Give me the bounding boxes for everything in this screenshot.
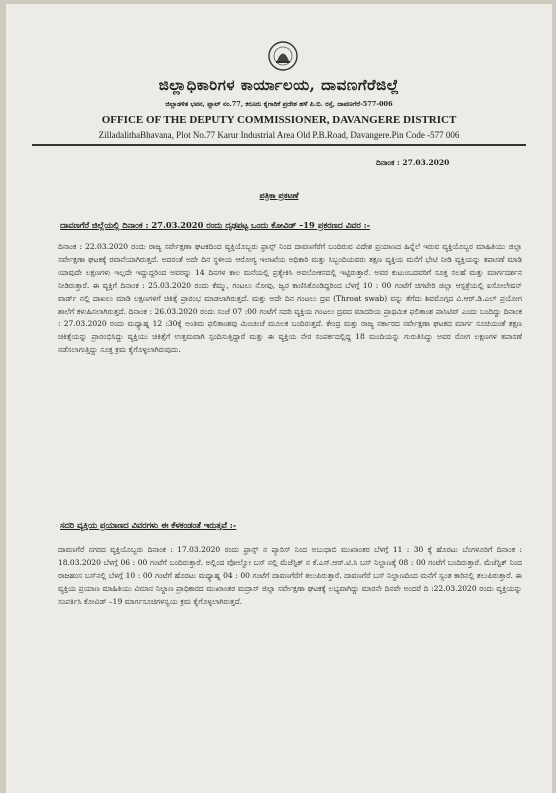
travel-details-heading: ಸದರಿ ವ್ಯಕ್ತಿಯ ಪ್ರಯಾಣದ ವಿವರಗಳು ಈ ಕೆಳಕಂಡಂತೆ ಇರುತ್ತವೆ :- [60, 520, 237, 530]
government-emblem-icon [264, 40, 302, 72]
header-divider [32, 144, 526, 146]
document-page [6, 4, 552, 793]
body-paragraph-1: ದಿನಾಂಕ : 22.03.2020 ರಂದು ರಾಜ್ಯ ಸರ್ವೇಕ್ಷಣಾ ಘಟಕದಿಂದ ವ್ಯಕ್ತಿಯೊಬ್ಬರು ಫ್ರಾನ್ಸ್ ನಿಂದ ದಾವಣಗೆರೆಗೆ ಬಂದಿರುವ ವಿದೇಶ ಪ್ರಯಾಣದ ಹಿನ್ನೆಲೆ ಇರುವ ವ್ಯಕ್ತಿಯೊಬ್ಬರ ಮಾಹಿತಿಯು ಜಿಲ್ಲಾ ಸರ್ವೇಕ್ಷಣಾ ಘಟಕಕ್ಕೆ ರವಾನೆಯಾಗಿರುತ್ತದೆ. ಅದರಂತೆ ಅದೇ ದಿನ ಸ್ಥಳೀಯ ಆರೋಗ್ಯ ಇಲಾಖೆಯ ಅಧಿಕಾರಿ ಮತ್ತು ಸಿಬ್ಬಂದಿಯವರು ತಕ್ಷಣ ವ್ಯಕ್ತಿಯ ಮನೆಗೆ ಭೇಟಿ ನೀಡಿ ವ್ಯಕ್ತಿಯನ್ನು ತಪಾಸಣೆ ಮಾಡಿ ಯಾವುದೇ ಲಕ್ಷಣಗಳು ಇಲ್ಲದೇ ಇದ್ದುದ್ದರಿಂದ ಅವರನ್ನು 14 ದಿನಗಳ ಕಾಲ ಮನೆಯಲ್ಲಿ ಪ್ರತ್ಯೇಕಿಸಿ ಅವಲೋಕನದಲ್ಲಿ ಇಟ್ಟಿರುತ್ತಾರೆ. ಅವರ ಕುಟುಂಬದವರಿಗೆ ಸೂಕ್ತ ಸಲಹೆ ಮತ್ತು ಮಾರ್ಗದರ್ಶನ ನೀಡಿರುತ್ತಾರೆ. ಈ ವ್ಯಕ್ತಿಗೆ ದಿನಾಂಕ : 25.03.2020 ರಂದು ಕೆಮ್ಮು, ಗಂಟಲು ನೋವು, ಜ್ವರ ಕಾಣಿಸಿಕೊಂಡಿದ್ದರಿಂದ ಬೆಳಗ್ಗೆ 10 : 00 ಗಂಟೆಗೆ ಚಿಗಟೇರಿ ಜಿಲ್ಲಾ ಆಸ್ಪತ್ರೆಯಲ್ಲಿ ಐಸೋಲೇಷನ್ ವಾರ್ಡ್ ನಲ್ಲಿ ದಾಖಲು ಮಾಡಿ ಲಕ್ಷಣಗಳಿಗೆ ಚಿಕಿತ್ಸೆ ಪ್ರಾರಂಭ ಮಾಡಲಾಗಿರುತ್ತದೆ. ಮತ್ತು ಅದೇ ದಿನ ಗಂಟಲು ದ್ರವ (Throat swab) ವನ್ನು ತೆಗೆದು ಶಿವಮೊಗ್ಗದ ವಿ.ಆರ್.ಡಿ.ಎಲ್ ಪ್ರಯೋಗ ಶಾಲೆಗೆ ಕಳುಹಿಸಲಾಗಿರುತ್ತದೆ. ದಿನಾಂಕ : 26.03.2020 ರಂದು ಸಂಜೆ 07 :00 ಗಂಟೆಗೆ ಸದರಿ ವ್ಯಕ್ತಿಯ ಗಂಟಲು ದ್ರವದ ಮಾದರಿಯ ಪ್ರಾಥಮಿಕ ಫಲಿತಾಂಶ ಪಾಸಿಟಿವ್ ಎಂದು ಬಂದಿದ್ದು ದಿನಾಂಕ : 27.03.2020 ರಂದು ಮಧ್ಯಾಹ್ನ 12 :30ಕ್ಕೆ ಅಂತಿಮ ಫಲಿತಾಂಶವು ಮಿಂಚಂಚೆ ಮೂಲಕ ಬಂದಿರುತ್ತದೆ. ಕೇಂದ್ರ ಮತ್ತು ರಾಜ್ಯ ಸರ್ಕಾರದ ಸರ್ವೇಕ್ಷಣಾ ಘಟಕದ ಮಾರ್ಗ ಸೂಚಿಯಂತೆ ತಕ್ಷಣ ಚಿಕಿತ್ಸೆಯನ್ನು ಪ್ರಾರಂಭಿಸಿದ್ದು ವ್ಯಕ್ತಿಯು ಚಿಕಿತ್ಸೆಗೆ ಉತ್ತಮವಾಗಿ ಸ್ಪಂದಿಸುತ್ತಿದ್ದಾರೆ ಮತ್ತು ಈ ವ್ಯಕ್ತಿಯ ನೇರ ಸಂಪರ್ಕದಲ್ಲಿದ್ದ 18 ಮಂದಿಯನ್ನು ಗುರುತಿಸಿದ್ದು ಅವರ ರೋಗ ಲಕ್ಷಣಗಳ ತಪಾಸಣೆ ನಡೆಸಲಾಗುತ್ತಿದ್ದು ಸೂಕ್ತ ಕ್ರಮ ಕೈಗೊಳ್ಳಲಾಗಿರುವುದು. [58, 242, 522, 355]
body-paragraph-2: ದಾವಣಗೆರೆ ನಗರದ ವ್ಯಕ್ತಿಯೊಬ್ಬರು ದಿನಾಂಕ : 17.03.2020 ರಂದು ಫ್ರಾನ್ಸ್ ನ ಪ್ಯಾರಿಸ್ ನಿಂದ ಅಬುಧಾಬಿ ಮುಖಾಂತರ ಬೆಳಗ್ಗೆ 11 : 30 ಕ್ಕೆ ಹೊರಟು ಬೆಂಗಳೂರಿಗೆ ದಿನಾಂಕ : 18.03.2020 ಬೆಳಗ್ಗೆ 06 : 00 ಗಂಟೆಗೆ ಬಂದಿರುತ್ತಾರೆ. ಅಲ್ಲಿಂದ ವೋಲ್ವೋ ಬಸ್ ನಲ್ಲಿ ಮೆಜೆಸ್ಟಿಕ್ ನ ಕೆ.ಎಸ್.ಆರ್.ಟಿ.ಸಿ ಬಸ್ ನಿಲ್ದಾಣಕ್ಕೆ 08 : 00 ಗಂಟೆಗೆ ಬಂದಿರುತ್ತಾರೆ. ಮೆಜೆಸ್ಟಿಕ್ ನಿಂದ ರಾಜಹಂಸ ಬಸ್‌ನಲ್ಲಿ ಬೆಳಗ್ಗೆ 10 : 00 ಗಂಟೆಗೆ ಹೊರಟು ಮಧ್ಯಾಹ್ನ 04 : 00 ಗಂಟೆಗೆ ದಾವಣಗೆರೆಗೆ ತಲುಪಿರುತ್ತಾರೆ. ದಾವಣಗೆರೆ ಬಸ್ ನಿಲ್ದಾಣದಿಂದ ಮನೆಗೆ ಸ್ವಂತ ಕಾರಿನಲ್ಲಿ ತಲುಪಿರುತ್ತಾರೆ. ಈ ವ್ಯಕ್ತಿಯ ಪ್ರಯಾಣ ಮಾಹಿತಿಯು ವಿಮಾನ ನಿಲ್ದಾಣ ಪ್ರಾಧಿಕಾರದ ಮುಖಾಂತರ ಮದ್ರಾಸ್ ಜಿಲ್ಲಾ ಸರ್ವೇಕ್ಷಣಾ ಘಟಕಕ್ಕೆ ಲಭ್ಯವಾಗಿದ್ದು ಮಾರನೇ ದಿನವೇ ಅಂದರೆ ದಿ :22.03.2020 ರಂದು ವ್ಯಕ್ತಿಯನ್ನು ಸಂಪರ್ಕಿಸಿ ಕೋವಿಡ್ –19 ಮಾರ್ಗಸೂಚಿಗಳನ್ವಯ ಕ್ರಮ ಕೈಗೊಳ್ಳಲಾಗಿರುತ್ತದೆ. [58, 545, 522, 606]
subject-line: ದಾವಣಗೆರೆ ಜಿಲ್ಲೆಯಲ್ಲಿ ದಿನಾಂಕ : 27.03.2020 ರಂದು ದೃಢಪಟ್ಟ ಒಂದು ಕೋವಿಡ್ –19 ಪ್ರಕರಣದ ವಿವರ :- [60, 220, 371, 230]
document-date: ದಿನಾಂಕ : 27.03.2020 [376, 158, 450, 167]
office-address-english: ZilladalithaBhavana, Plot No.77 Karur Industrial Area Old P.B.Road, Davangere.Pin Code -577 006 [98, 130, 460, 140]
office-title-kannada: ಜಿಲ್ಲಾಧಿಕಾರಿಗಳ ಕಾರ್ಯಾಲಯ, ದಾವಣಗೆರೆಜಿಲ್ಲೆ [158, 76, 400, 94]
office-title-english: OFFICE OF THE DEPUTY COMMISSIONER, DAVANGERE DISTRICT [101, 114, 457, 126]
press-release-title: ಪತ್ರಿಕಾ ಪ್ರಕಟಣೆ [259, 190, 299, 200]
office-address-kannada: ಜಿಲ್ಲಾಡಳಿತ ಭವನ, ಪ್ಲಾಟ್ ನಂ.77, ಕರೂರು ಕೈಗಾರಿಕೆ ಪ್ರದೇಶ ಹಳೆ ಪಿ.ಬಿ. ರಸ್ತೆ, ದಾವಣಗೆರೆ-577-006 [165, 100, 393, 108]
